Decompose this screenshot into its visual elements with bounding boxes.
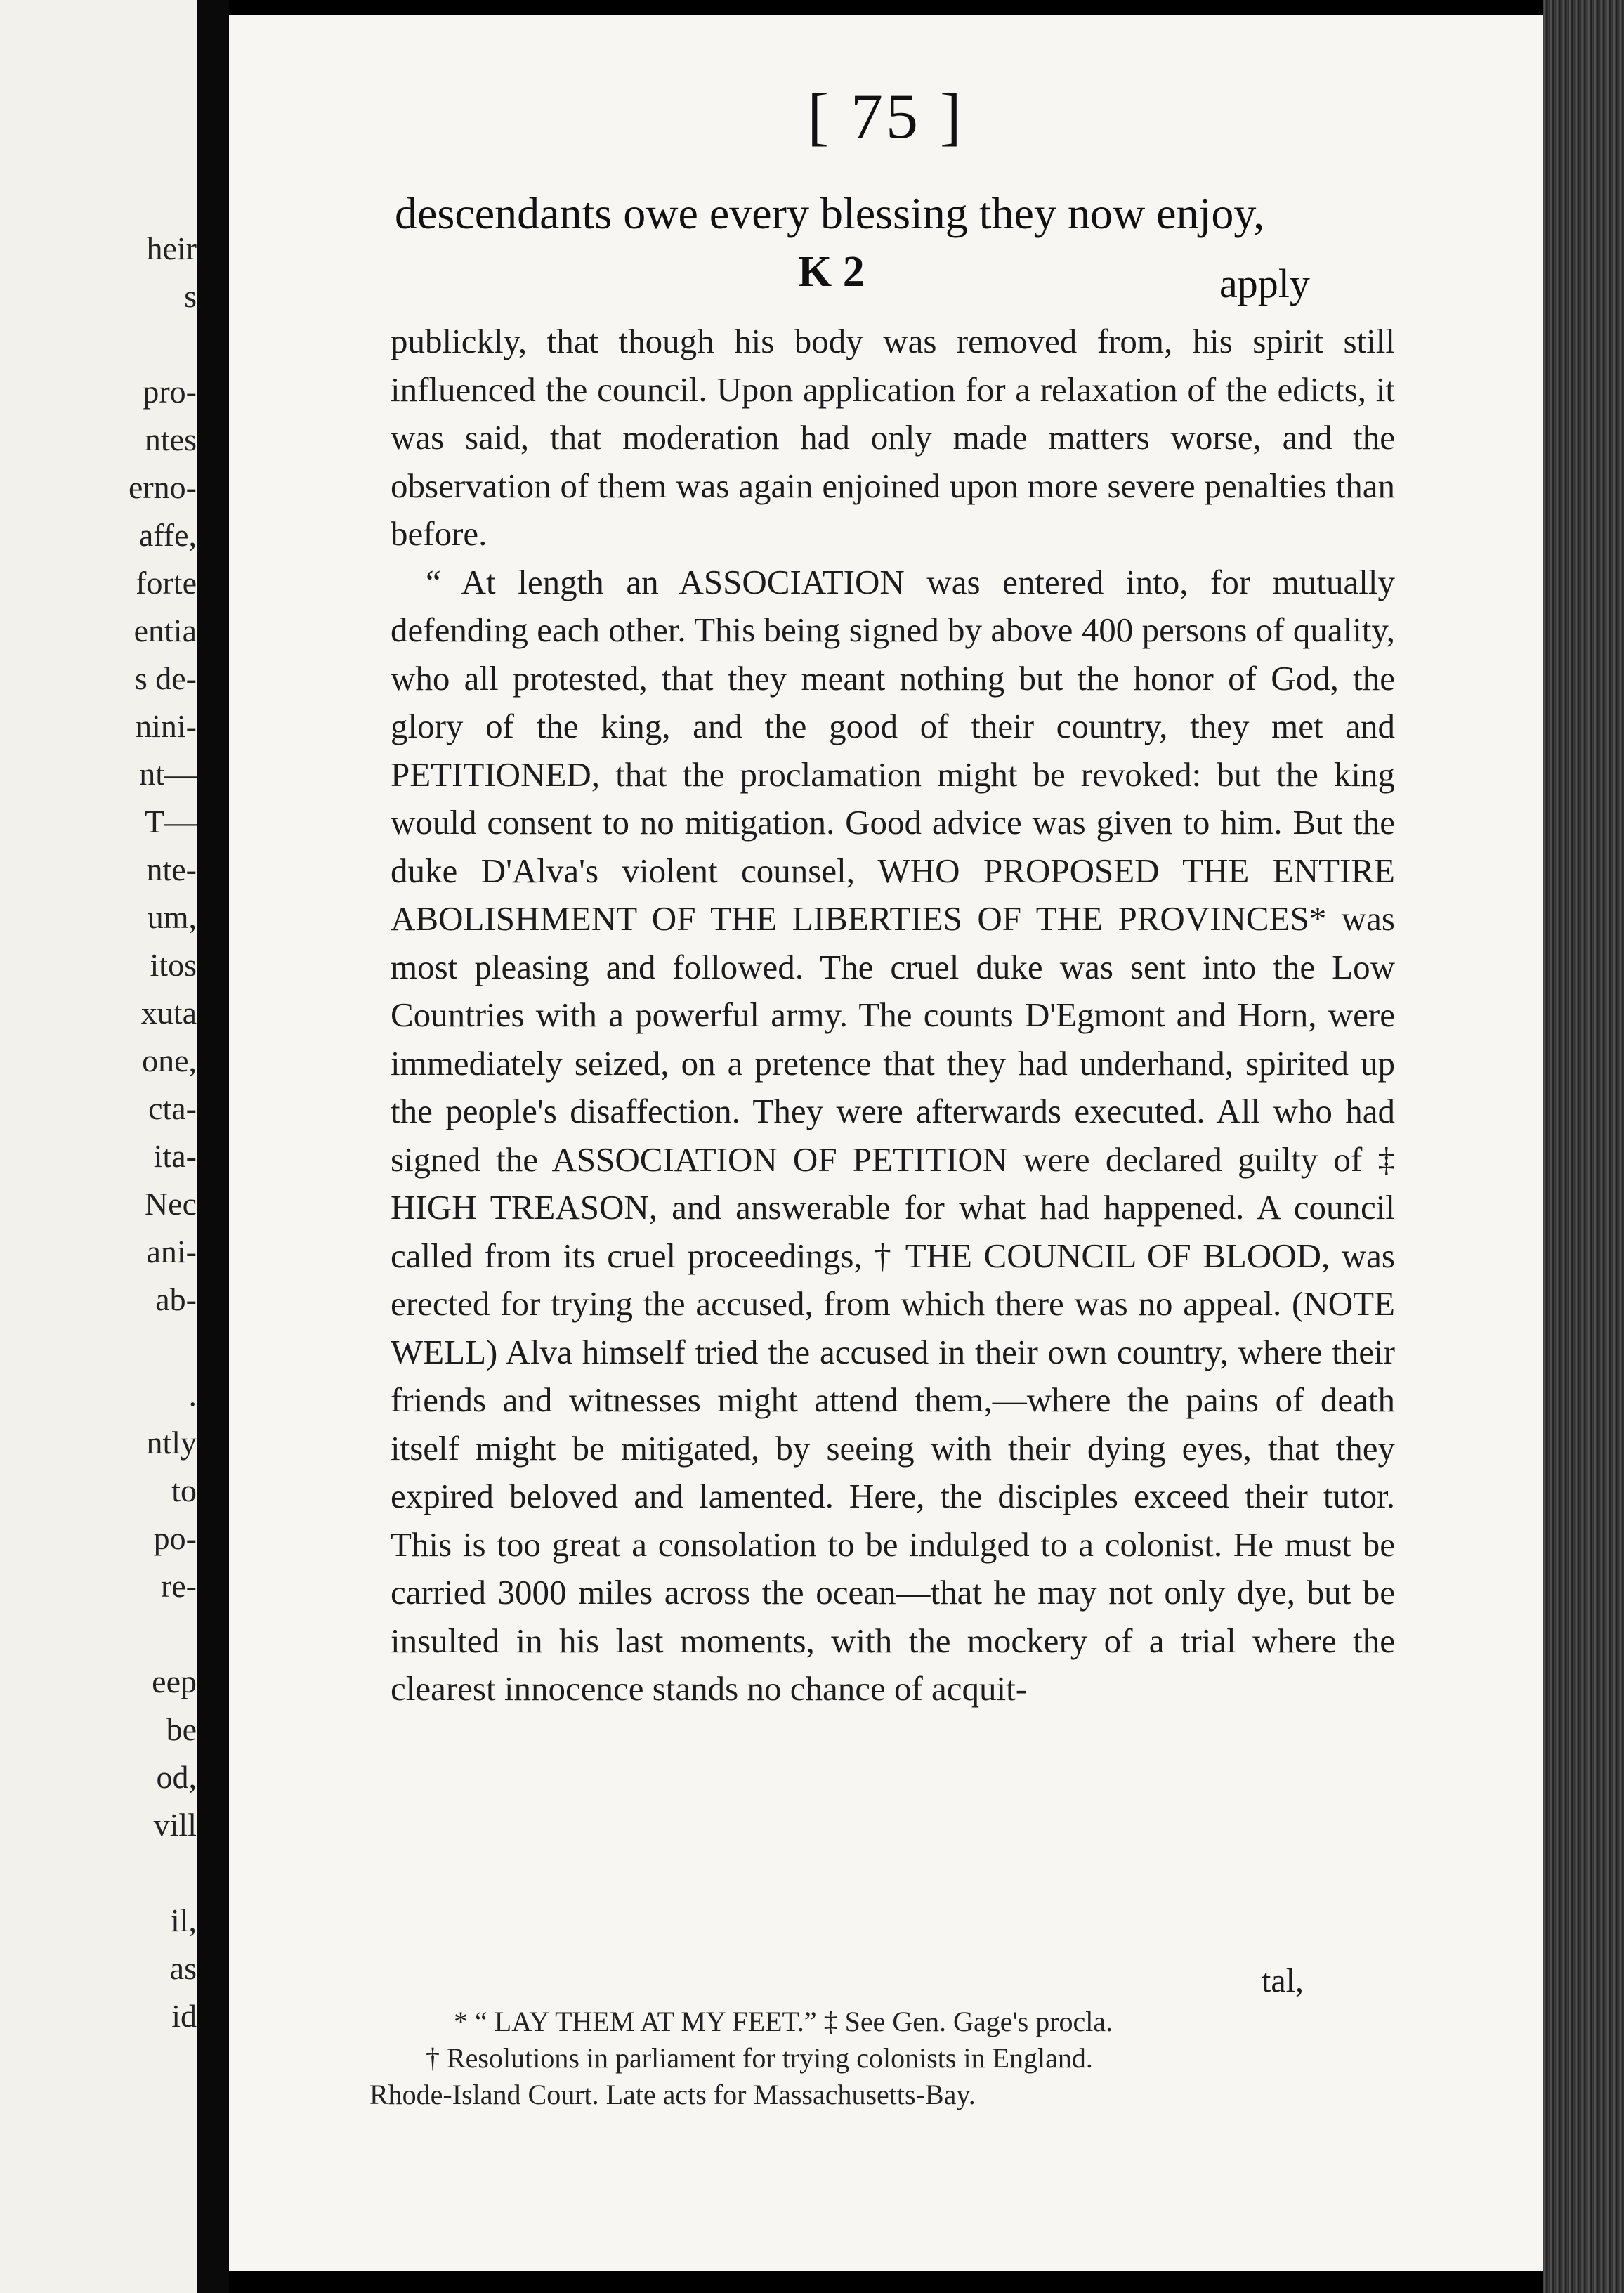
left-page-fragment: re- bbox=[160, 1568, 197, 1604]
left-page-fragment: s bbox=[184, 278, 197, 314]
left-page-fragment: s de- bbox=[134, 660, 197, 696]
left-page-fragment: to bbox=[171, 1472, 197, 1508]
main-page bbox=[229, 15, 1543, 2271]
left-page-fragment: nte- bbox=[146, 851, 197, 887]
signature-mark: K 2 bbox=[798, 248, 865, 296]
book-gutter bbox=[197, 0, 229, 2293]
left-page-fragment: itos bbox=[150, 947, 197, 983]
footnote-line-1: * “ LAY THEM AT MY FEET.” ‡ See Gen. Gage's procla. bbox=[454, 2006, 1113, 2037]
left-page-fragment: il, bbox=[170, 1902, 197, 1938]
left-page-fragment: as bbox=[169, 1950, 197, 1986]
left-page-fragment: forte bbox=[136, 565, 197, 601]
previous-page-catch-line: descendants owe every blessing they now enjoy, bbox=[395, 188, 1265, 238]
left-page-fragment: one, bbox=[142, 1043, 197, 1078]
paragraph-1: publickly, that though his body was removed from, his spirit still influenced the council. Upon application for a relaxation of the edicts, it was said, that moderation had only made matters worse, and the observation of them was again enjoined upon more severe penalties than before. bbox=[391, 322, 1395, 553]
left-page-fragment bbox=[0, 1849, 197, 1897]
signature-catchword: apply bbox=[1219, 261, 1310, 306]
left-page-fragment bbox=[0, 1610, 197, 1658]
left-page-fragment bbox=[0, 1324, 197, 1371]
paragraph-2: “ At length an ASSOCIATION was entered into, for mutually defending each other. This being signed by above 400 persons of quality, who all protested, that they meant nothing but the honor of God, the glory of the king, and the good of their country, they met and PETITIONED, that the proclamation might be revoked: but the king would consent to no mitigation. Good advice was given to him. But the duke D'Alva's violent counsel, WHO PROPOSED THE ENTIRE ABOLISHMENT OF THE LIBERTIES OF THE PROVINCES* was most pleasing and followed. The cruel duke was sent into the Low Countries with a powerful army. The counts D'Egmont and Horn, were immediately seized, on a pretence that they had underhand, spirited up the people's disaffection. They were afterwards executed. All who had signed the ASSOCIATION OF PETITION were declared guilty of ‡ HIGH TREASON, and answerable for what had happened. A council called from its cruel proceedings, † THE COUNCIL OF BLOOD, was erected for trying the accused, from which there was no appeal. (NOTE WELL) Alva himself tried the accused in their own country, where their friends and witnesses might attend them,—where the pains of death itself might be mitigated, by seeing with their dying eyes, that they expired beloved and lamented. Here, the disciples exceed their tutor. This is too great a consolation to be indulged to a colonist. He must be carried 3000 miles across the ocean—that he may not only dye, but be insulted in his last moments, with the mockery of a trial where the clearest innocence stands no chance of acquit- bbox=[391, 562, 1395, 1708]
footnote-line-2: † Resolutions in parliament for trying colonists in England. bbox=[426, 2042, 1093, 2074]
left-page-fragment: od, bbox=[156, 1759, 197, 1795]
left-page-fragment: po- bbox=[153, 1520, 197, 1556]
left-page-fragment: vill bbox=[153, 1807, 197, 1843]
left-page-fragment: nini- bbox=[136, 708, 197, 744]
left-page-fragment: Nec bbox=[144, 1186, 197, 1222]
left-facing-page bbox=[0, 0, 197, 2293]
catchword: tal, bbox=[1262, 1962, 1304, 1999]
left-page-fragments bbox=[0, 225, 197, 2040]
footnote-line-3: Rhode-Island Court. Late acts for Massachusetts-Bay. bbox=[369, 2079, 976, 2110]
left-page-fragment: T— bbox=[144, 804, 197, 840]
left-page-fragment: ntly bbox=[146, 1425, 197, 1461]
left-page-fragment: erno- bbox=[128, 469, 197, 505]
page-edges bbox=[1543, 0, 1624, 2293]
left-page-fragment: heir bbox=[146, 230, 197, 266]
left-page-fragment: . bbox=[188, 1377, 197, 1413]
left-page-fragment: ita- bbox=[153, 1138, 197, 1174]
page-header: [ 75 ] bbox=[807, 80, 964, 152]
left-page-fragment: xuta bbox=[140, 995, 197, 1031]
left-page-fragment: eep bbox=[152, 1664, 197, 1699]
left-page-fragment: entia bbox=[133, 613, 197, 648]
body-text bbox=[391, 318, 1395, 1713]
left-page-fragment: be bbox=[166, 1711, 197, 1747]
left-page-fragment: um, bbox=[147, 899, 197, 935]
left-page-fragment: id bbox=[171, 1998, 197, 2034]
left-page-fragment: pro- bbox=[143, 374, 197, 410]
left-page-fragment: ntes bbox=[144, 422, 197, 457]
left-page-fragment: ani- bbox=[146, 1234, 197, 1269]
left-page-fragment bbox=[0, 320, 197, 368]
footnotes bbox=[369, 2004, 1409, 2113]
left-page-fragment: affe, bbox=[138, 517, 197, 553]
left-page-fragment: nt— bbox=[139, 756, 197, 792]
left-page-fragment: cta- bbox=[148, 1090, 197, 1126]
left-page-fragment: ab- bbox=[155, 1281, 197, 1317]
